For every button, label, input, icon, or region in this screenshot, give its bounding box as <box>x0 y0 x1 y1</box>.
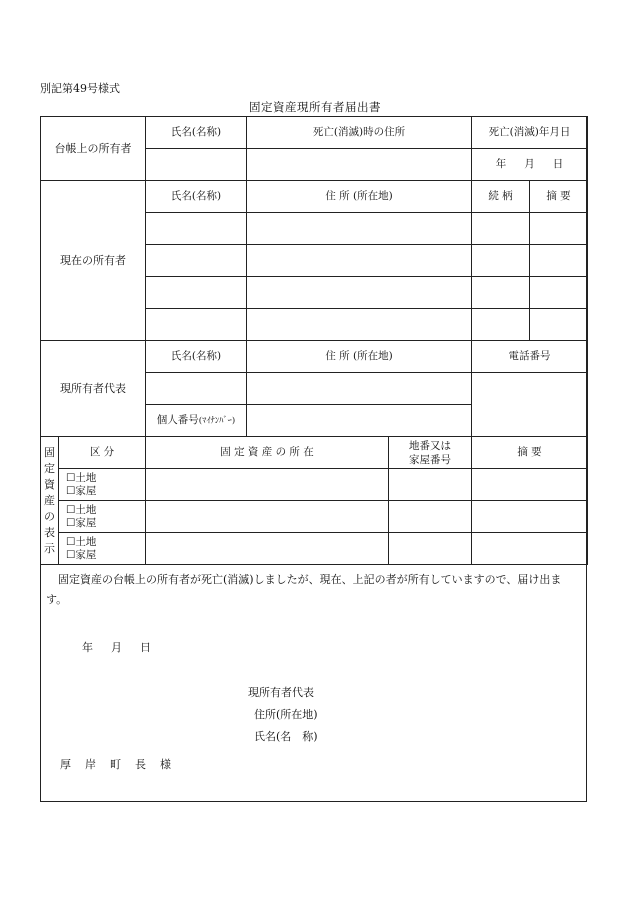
current-owner-label: 現在の所有者 <box>41 181 146 341</box>
current-owner-address-field[interactable] <box>247 213 472 245</box>
asset-lot-field[interactable] <box>389 533 472 565</box>
my-number-label <box>146 405 247 437</box>
registered-owner-label: 台帳上の所有者 <box>41 117 146 181</box>
declaration <box>40 566 587 610</box>
registered-owner-date-field[interactable] <box>472 149 588 181</box>
current-owner-relation-field[interactable] <box>472 213 530 245</box>
addressee-char: 厚 <box>60 758 71 771</box>
current-owner-name-field[interactable] <box>146 213 247 245</box>
representative-name-header: 氏名(名称) <box>146 341 247 373</box>
current-owner-address-header: 住 所 (所在地) <box>247 181 472 213</box>
asset-lot-field[interactable] <box>389 501 472 533</box>
land-checkbox[interactable]: ☐土地 <box>66 503 97 516</box>
registered-owner-date-header: 死亡(消滅)年月日 <box>472 117 588 149</box>
form-title: 固定資産現所有者届出書 <box>249 100 381 114</box>
asset-lot-field[interactable] <box>389 469 472 501</box>
addressee-char: 様 <box>160 758 171 771</box>
representative-address-header: 住 所 (所在地) <box>247 341 472 373</box>
signature-address: 住所(所在地) <box>254 708 318 721</box>
form-number: 別記第49号様式 <box>40 82 120 95</box>
representative-phone-field[interactable] <box>472 373 588 437</box>
current-owner-name-field[interactable] <box>146 277 247 309</box>
current-owner-address-field[interactable] <box>247 309 472 341</box>
declaration-text: 固定資産の台帳上の所有者が死亡(消滅)しましたが、現在、上記の者が所有していますので、届け出ます。 <box>46 573 562 606</box>
registered-owner-address-header: 死亡(消滅)時の住所 <box>247 117 472 149</box>
registered-owner-name-field[interactable] <box>146 149 247 181</box>
addressee <box>60 756 185 772</box>
current-owner-relation-header: 続 柄 <box>472 181 530 213</box>
declaration-date[interactable] <box>82 639 169 655</box>
representative-phone-header: 電話番号 <box>472 341 588 373</box>
decl-month-label: 月 <box>111 641 122 654</box>
current-owner-note-field[interactable] <box>530 277 588 309</box>
my-number-sub: (ﾏｲﾅﾝﾊﾞｰ) <box>198 416 236 427</box>
current-owner-relation-field[interactable] <box>472 245 530 277</box>
current-owner-relation-field[interactable] <box>472 309 530 341</box>
date-year-label: 年 <box>495 158 507 171</box>
addressee-char: 岸 <box>85 758 96 771</box>
asset-note-field[interactable] <box>472 501 588 533</box>
asset-side-label: 固定資産の表示 <box>41 437 59 565</box>
current-owner-address-field[interactable] <box>247 245 472 277</box>
current-owner-note-field[interactable] <box>530 245 588 277</box>
asset-location-field[interactable] <box>146 533 389 565</box>
current-owner-note-field[interactable] <box>530 213 588 245</box>
land-checkbox[interactable]: ☐土地 <box>66 471 97 484</box>
land-checkbox[interactable]: ☐土地 <box>66 535 97 548</box>
asset-location-field[interactable] <box>146 501 389 533</box>
asset-category-choice[interactable] <box>59 533 146 565</box>
addressee-char: 長 <box>135 758 146 771</box>
asset-note-field[interactable] <box>472 469 588 501</box>
current-owner-name-field[interactable] <box>146 245 247 277</box>
asset-note-header: 摘 要 <box>472 437 588 469</box>
house-checkbox[interactable]: ☐家屋 <box>66 548 97 561</box>
addressee-char: 町 <box>110 758 121 771</box>
current-owner-relation-field[interactable] <box>472 277 530 309</box>
asset-category-choice[interactable] <box>59 501 146 533</box>
date-month-label: 月 <box>524 158 535 171</box>
signature-name: 氏名(名 称) <box>254 730 318 743</box>
current-owner-address-field[interactable] <box>247 277 472 309</box>
asset-category-choice[interactable] <box>59 469 146 501</box>
my-number-field[interactable] <box>247 405 472 437</box>
asset-lot-header <box>389 437 472 469</box>
representative-name-field[interactable] <box>146 373 247 405</box>
decl-year-label: 年 <box>82 641 93 654</box>
asset-location-field[interactable] <box>146 469 389 501</box>
form-table <box>40 116 588 565</box>
house-checkbox[interactable]: ☐家屋 <box>66 484 97 497</box>
current-owner-name-header: 氏名(名称) <box>146 181 247 213</box>
representative-label: 現所有者代表 <box>41 341 146 437</box>
asset-category-header: 区 分 <box>59 437 146 469</box>
signature-representative: 現所有者代表 <box>248 686 314 699</box>
registered-owner-address-field[interactable] <box>247 149 472 181</box>
asset-lot-header-line2: 家屋番号 <box>409 453 451 466</box>
asset-location-header: 固 定 資 産 の 所 在 <box>146 437 389 469</box>
asset-lot-header-line1: 地番又は <box>409 439 451 452</box>
decl-day-label: 日 <box>140 641 151 654</box>
house-checkbox[interactable]: ☐家屋 <box>66 516 97 529</box>
current-owner-note-field[interactable] <box>530 309 588 341</box>
current-owner-name-field[interactable] <box>146 309 247 341</box>
asset-note-field[interactable] <box>472 533 588 565</box>
registered-owner-name-header: 氏名(名称) <box>146 117 247 149</box>
current-owner-note-header: 摘 要 <box>530 181 588 213</box>
date-day-label: 日 <box>552 158 564 171</box>
representative-address-field[interactable] <box>247 373 472 405</box>
my-number-text: 個人番号 <box>156 414 199 427</box>
